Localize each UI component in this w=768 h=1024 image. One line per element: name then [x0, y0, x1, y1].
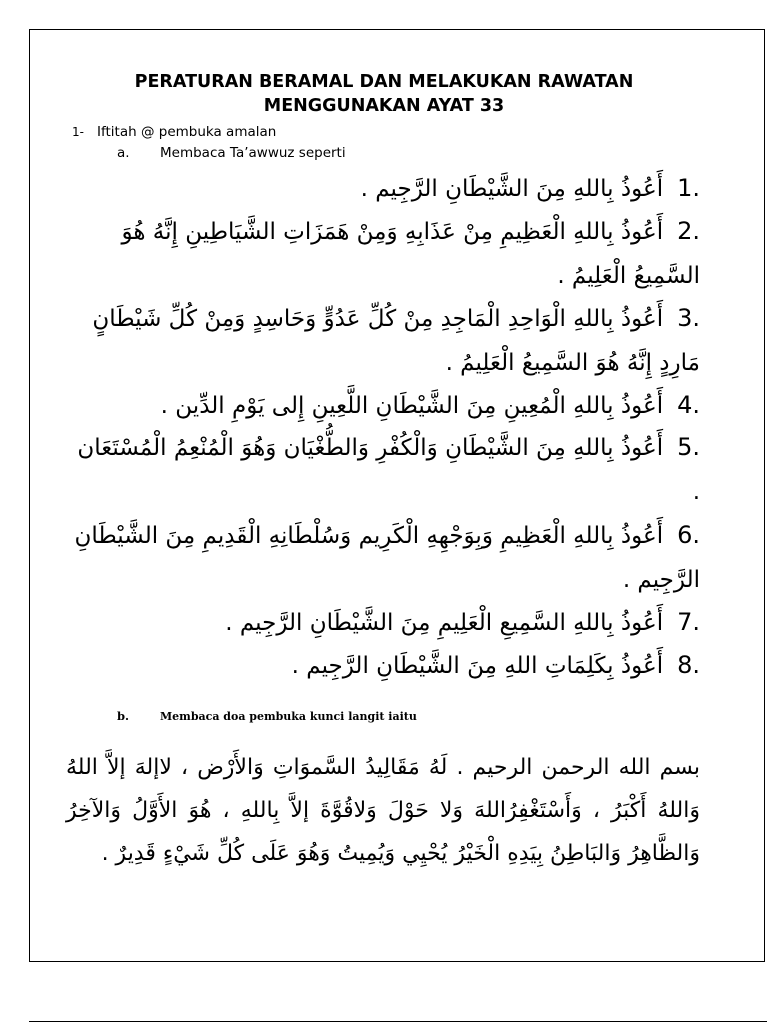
title-line-1: PERATURAN BERAMAL DAN MELAKUKAN RAWATAN	[134, 72, 634, 92]
arabic-text: أَعُوذُ بِاللهِ مِنَ الشَّيْطَانِ الرَّجِيم .	[360, 176, 664, 202]
doa-paragraph: بسم الله الرحمن الرحيم . لَهُ مَقَالِيدُ السَّموَاتِ وَالأَرْض ، لاإلهَ إلاَّ اللهُ وَاللهُ أَكْبَرُ ، وَأَسْتَغْفِرُاللهَ وَلا حَوْلَ وَلاقُوَّةَ إلاَّ بِاللهِ ، هُوَ الأَوَّلُ وَالآخِرُ وَالظَّاهِرُ وَالبَاطِنُ بِيَدِهِ الْخَيْرُ يُحْيِي وَيُمِيتُ وَهُوَ عَلَى كُلِّ شَيْءٍ قَدِيرٌ .	[66, 755, 700, 866]
item-number: 1.	[677, 174, 700, 202]
taawwuz-item	[70, 425, 700, 514]
subsection-b-label: Membaca doa pembuka kunci langit iaitu	[160, 710, 417, 723]
item-number: 3.	[677, 304, 700, 332]
arabic-text: أَعُوذُ بِاللهِ الْوَاحِدِ الْمَاجِدِ مِنْ كُلِّ عَدُوٍّ وَحَاسِدٍ وَمِنْ كُلِّ شَيْطَانٍ مَارِدٍ إِنَّهُ هُوَ السَّمِيعُ الْعَلِيمُ .	[92, 306, 700, 376]
document-title	[0, 70, 768, 118]
item-number: 5.	[677, 433, 700, 461]
title-line-2: MENGGUNAKAN AYAT 33	[263, 96, 505, 116]
arabic-text: أَعُوذُ بِاللهِ الْعَظِيمِ مِنْ عَذَابِهِ وَمِنْ هَمَزَاتِ الشَّيَاطِينِ إِنَّهُ هُوَ السَّمِيعُ الْعَلِيمُ .	[121, 219, 700, 289]
taawwuz-item	[70, 513, 700, 602]
item-number: 4.	[677, 391, 700, 419]
taawwuz-item	[70, 209, 700, 298]
taawwuz-item	[70, 643, 700, 688]
taawwuz-item	[70, 166, 700, 211]
section-heading: Iftitah @ pembuka amalan	[97, 124, 277, 140]
arabic-text: أَعُوذُ بِاللهِ الْعَظِيمِ وَبِوَجْهِهِ الْكَرِيم وَسُلْطَانِهِ الْقَدِيمِ مِنَ الشَّيْطَانِ الرَّجِيم .	[74, 523, 700, 593]
arabic-text: أَعُوذُ بِاللهِ السَّمِيعِ الْعَلِيمِ مِنَ الشَّيْطَانِ الرَّجِيم .	[225, 610, 664, 636]
taawwuz-item	[70, 383, 700, 428]
subsection-b-marker: b.	[117, 709, 130, 723]
item-number: 7.	[677, 608, 700, 636]
arabic-text: أَعُوذُ بِاللهِ الْمُعِينِ مِنَ الشَّيْطَانِ اللَّعِينِ إِلى يَوْمِ الدِّين .	[160, 393, 664, 419]
taawwuz-item	[70, 296, 700, 385]
page-bottom-rule	[29, 1021, 767, 1022]
section-number: 1-	[72, 125, 84, 139]
subsection-a-marker: a.	[117, 145, 130, 161]
taawwuz-item	[70, 600, 700, 645]
subsection-a-label: Membaca Ta’awwuz seperti	[160, 145, 346, 161]
item-number: 2.	[677, 217, 700, 245]
item-number: 8.	[677, 651, 700, 679]
arabic-text: أَعُوذُ بِاللهِ مِنَ الشَّيْطَانِ وَالْكُفْرِ وَالطُّغْيَان وَهُوَ الْمُنْعِمُ الْمُسْتَعَان .	[77, 435, 700, 505]
item-number: 6.	[677, 521, 700, 549]
arabic-text: أَعُوذُ بِكَلِمَاتِ اللهِ مِنَ الشَّيْطَانِ الرَّجِيم .	[291, 653, 664, 679]
